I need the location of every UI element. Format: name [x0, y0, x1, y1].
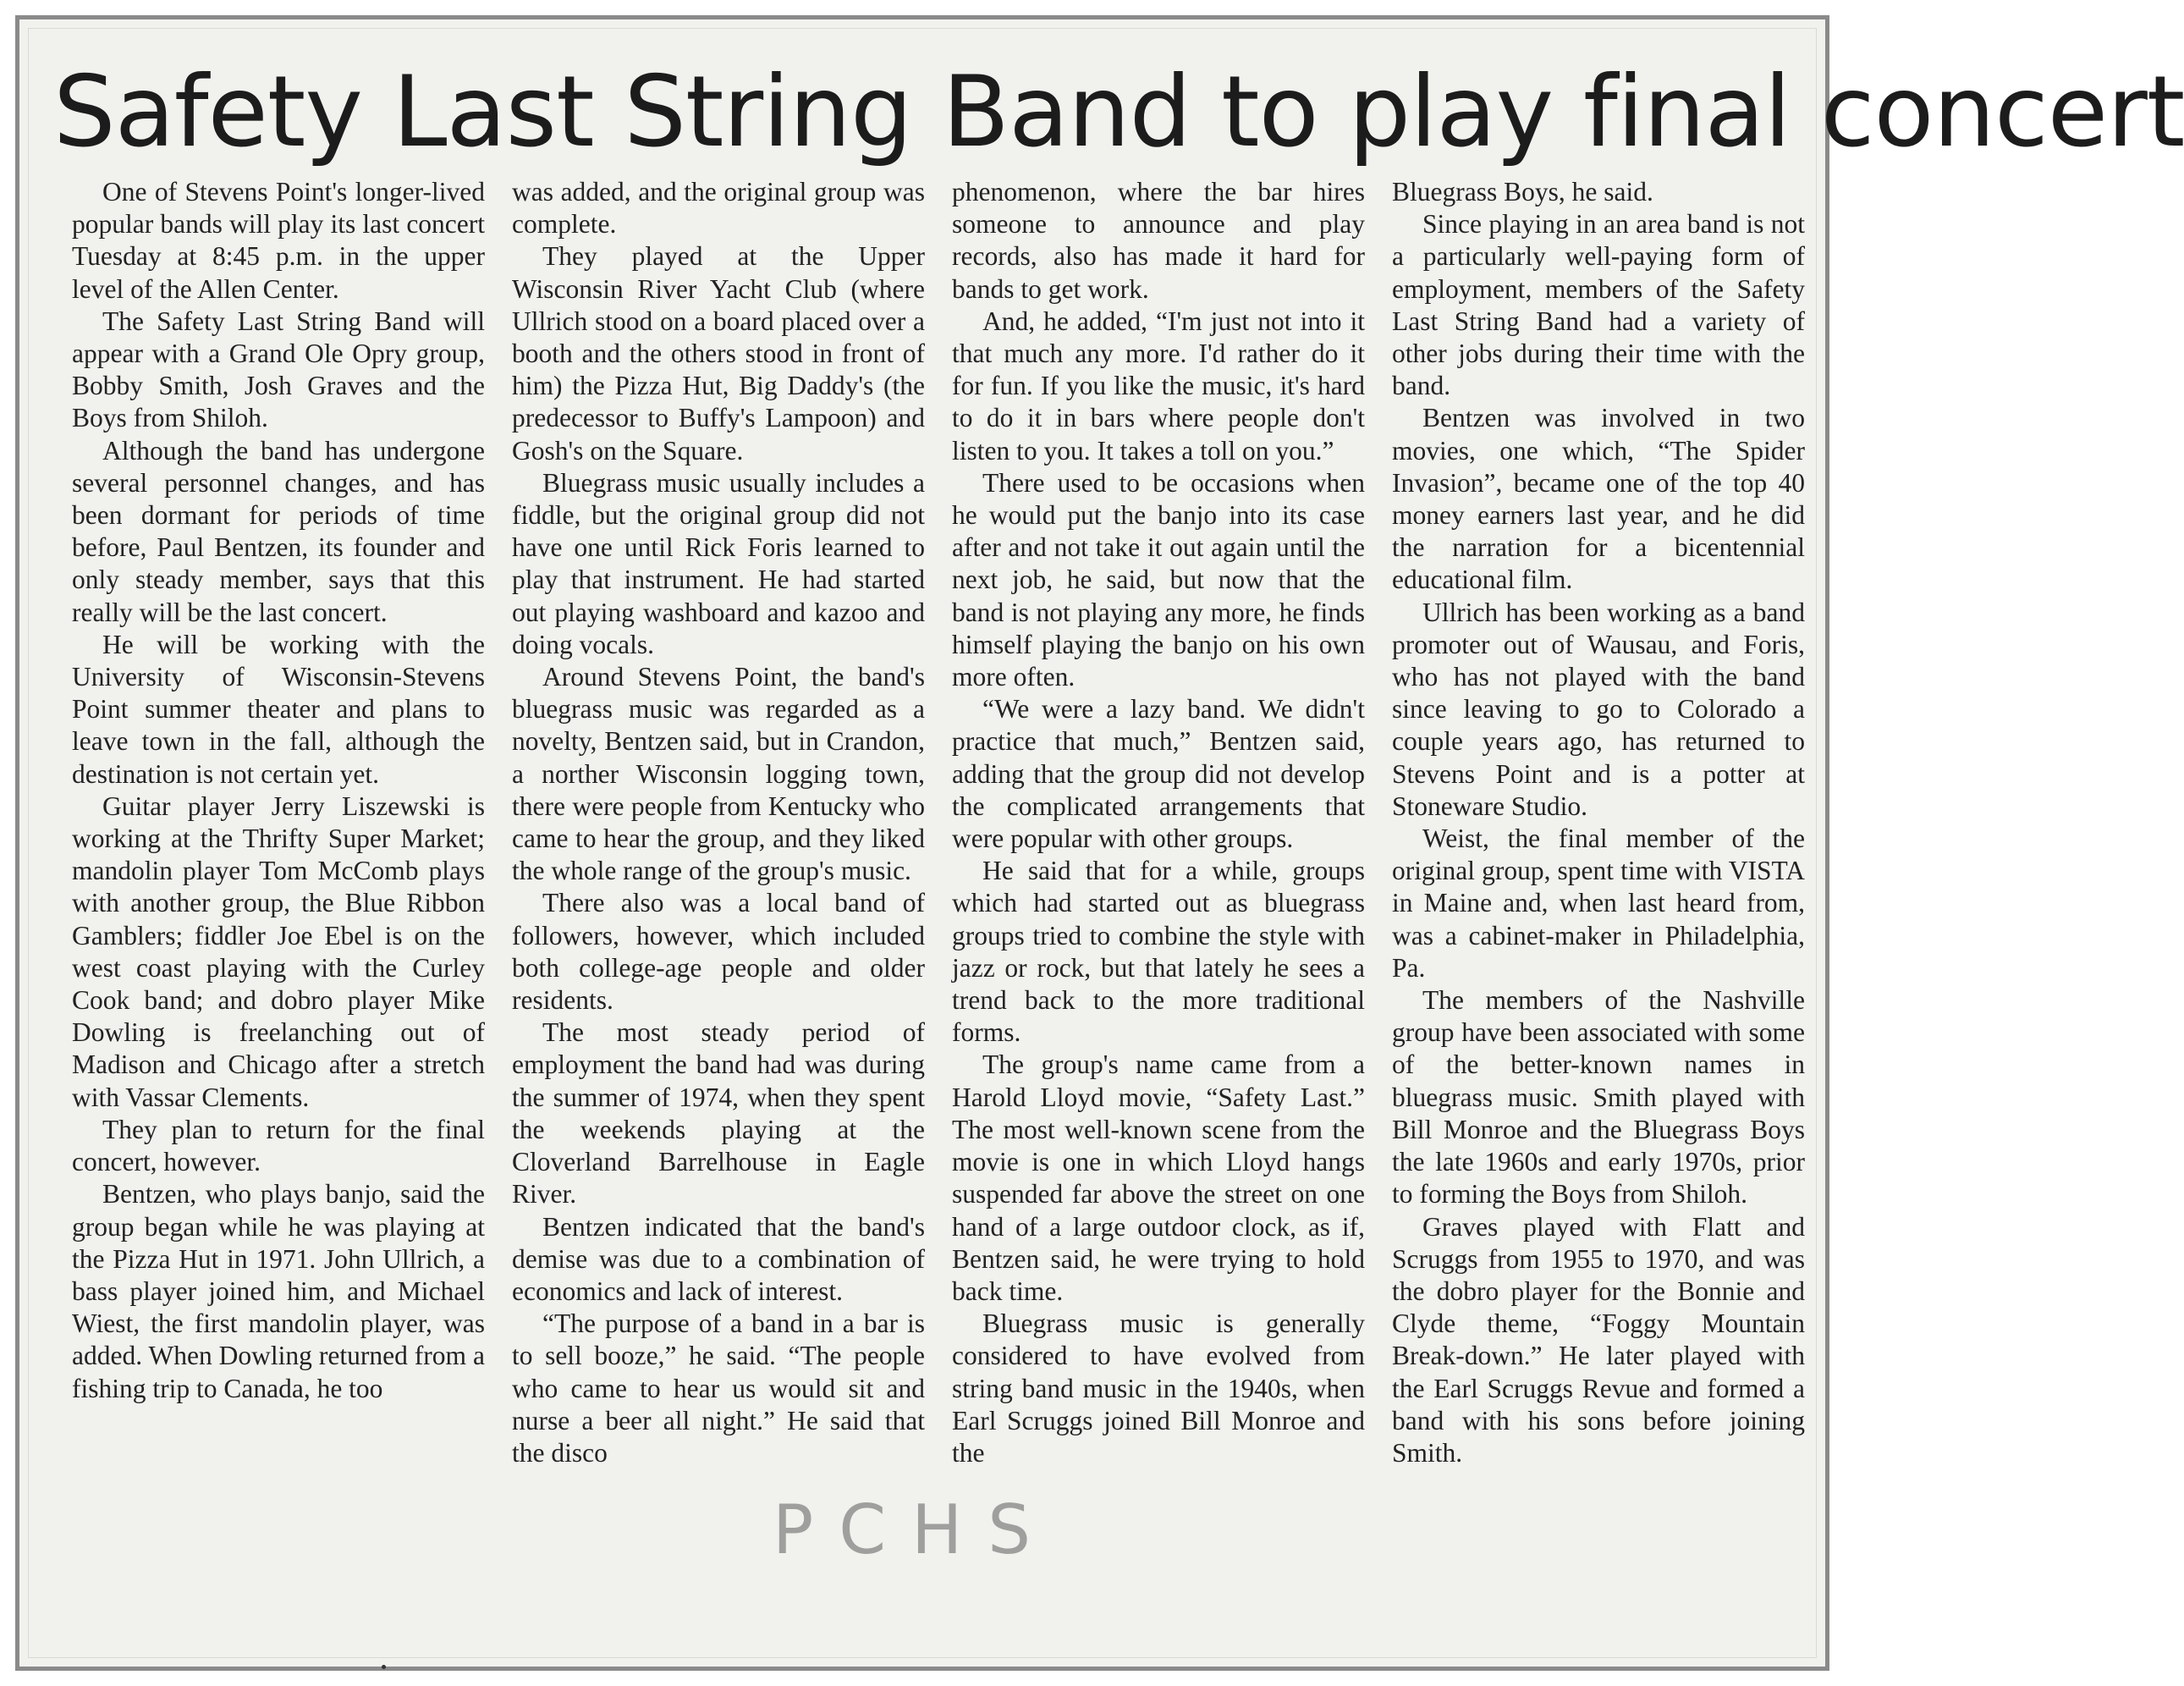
paragraph: Ullrich has been working as a band promoter out of Wausau, and Foris, who has not played with the band since leaving to go to Colorado a couple years ago, has returned to Stevens Point and is a potter at Stoneware Studio. — [1392, 597, 1805, 821]
paragraph: Around Stevens Point, the band's bluegrass music was regarded as a novelty, Bentzen said, but in Crandon, a norther Wisconsin logging town, there were people from Kentucky who came to hear the group, and they liked the whole range of the group's music. — [512, 662, 925, 886]
paragraph: They plan to return for the final concert, however. — [72, 1114, 485, 1177]
paragraph-continued: Bluegrass Boys, he said. — [1392, 177, 1653, 207]
paragraph: Bentzen was involved in two movies, one which, “The Spider Invasion”, became one of the top 40 money earners last year, and he did the narration for a bicentennial educational film. — [1392, 403, 1805, 595]
paragraph: Weist, the final member of the original group, spent time with VISTA in Maine and, when last heard from, was a cabinet-maker in Philadelphia, Pa. — [1392, 824, 1805, 983]
print-speck — [382, 1665, 386, 1669]
paragraph-continued: phenomenon, where the bar hires someone to announce and play records, also has made it hard for bands to get work. — [952, 177, 1365, 304]
paragraph-continued: was added, and the original group was complete. — [512, 177, 925, 240]
paragraph: And, he added, “I'm just not into it that much any more. I'd rather do it for fun. If you like the music, it's hard to do it in bars where people don't listen to you. It takes a toll on you.” — [952, 306, 1365, 466]
column-3 — [952, 176, 1365, 1666]
paragraph: There used to be occasions when he would put the banjo into its case after and not take it out again until the next job, he said, but now that the band is not playing any more, he finds himself playing the banjo on his own more often. — [952, 467, 1365, 692]
paragraph: He will be working with the University of Wisconsin-Stevens Point summer theater and plans to leave town in the fall, although the destination is not certain yet. — [72, 629, 485, 789]
paragraph: There also was a local band of followers, however, which included both college-age people and older residents. — [512, 888, 925, 1016]
column-2 — [512, 176, 925, 1666]
paragraph: He said that for a while, groups which had started out as bluegrass groups tried to combine the style with jazz or rock, but that lately he sees a trend back to the more traditional forms. — [952, 856, 1365, 1048]
paragraph: The group's name came from a Harold Lloyd movie, “Safety Last.” The most well-known scene from the movie is one in which Lloyd hangs suspended far above the street on one hand of a large outdoor clock, as if, Bentzen said, he were trying to hold back time. — [952, 1050, 1365, 1306]
paragraph: Although the band has undergone several personnel changes, and has been dormant for periods of time before, Paul Bentzen, its founder and only steady member, says that this really will be the last concert. — [72, 435, 485, 627]
paragraph: The most steady period of employment the band had was during the summer of 1974, when they spent the weekends playing at the Cloverland Barrelhouse in Eagle River. — [512, 1017, 925, 1209]
paragraph: The Safety Last String Band will appear with a Grand Ole Opry group, Bobby Smith, Josh Graves and the Boys from Shiloh. — [72, 306, 485, 433]
paragraph: The members of the Nashville group have been associated with some of the better-known names in bluegrass music. Smith played with Bill Monroe and the Bluegrass Boys the late 1960s and early 1970s, prior to forming the Boys from Shiloh. — [1392, 985, 1805, 1209]
paragraph: “The purpose of a band in a bar is to sell booze,” he said. “The people who came to hear us would sit and nurse a beer all night.” He said that the disco — [512, 1309, 925, 1468]
watermark: PCHS — [773, 1490, 1057, 1569]
paragraph: Bluegrass music usually includes a fiddle, but the original group did not have one until Rick Foris learned to play that instrument. He had started out playing washboard and kazoo and doing vocals. — [512, 467, 925, 659]
paragraph: “We were a lazy band. We didn't practice that much,” Bentzen said, adding that the group did not develop the complicated arrangements that were popular with other groups. — [952, 694, 1365, 854]
paragraph: One of Stevens Point's longer-lived popular bands will play its last concert Tuesday at 8:45 p.m. in the upper level of the Allen Center. — [72, 177, 485, 304]
paragraph: Graves played with Flatt and Scruggs from 1955 to 1970, and was the dobro player for the Bonnie and Clyde theme, “Foggy Mountain Break-down.” He later played with the Earl Scruggs Revue and formed a band with his sons before joining Smith. — [1392, 1211, 1805, 1468]
paragraph: Guitar player Jerry Liszewski is working at the Thrifty Super Market; mandolin player Tom McComb plays with another group, the Blue Ribbon Gamblers; fiddler Joe Ebel is on the west coast playing with the Curley Cook band; and dobro player Mike Dowling is freelanching out of Madison and Chicago after a stretch with Vassar Clements. — [72, 791, 485, 1112]
paragraph: Bluegrass music is generally considered to have evolved from string band music in the 1940s, when Earl Scruggs joined Bill Monroe and the — [952, 1309, 1365, 1468]
paragraph: Bentzen indicated that the band's demise was due to a combination of economics and lack of interest. — [512, 1211, 925, 1306]
column-1 — [72, 176, 485, 1666]
paragraph: They played at the Upper Wisconsin River Yacht Club (where Ullrich stood on a board placed over a booth and the others stood in front of him) the Pizza Hut, Big Daddy's (the predecessor to Buffy's Lampoon) and Gosh's on the Square. — [512, 241, 925, 466]
paragraph: Since playing in an area band is not a particularly well-paying form of employment, members of the Safety Last String Band had a variety of other jobs during their time with the band. — [1392, 209, 1805, 401]
column-4 — [1392, 176, 1805, 1666]
paragraph: Bentzen, who plays banjo, said the group began while he was playing at the Pizza Hut in 1971. John Ullrich, a bass player joined him, and Michael Wiest, the first mandolin player, was added. When Dowling returned from a fishing trip to Canada, he too — [72, 1179, 485, 1403]
headline: Safety Last String Band to play final concert — [53, 55, 2184, 169]
article-body — [62, 176, 1808, 1666]
newspaper-clipping — [15, 15, 2184, 1671]
